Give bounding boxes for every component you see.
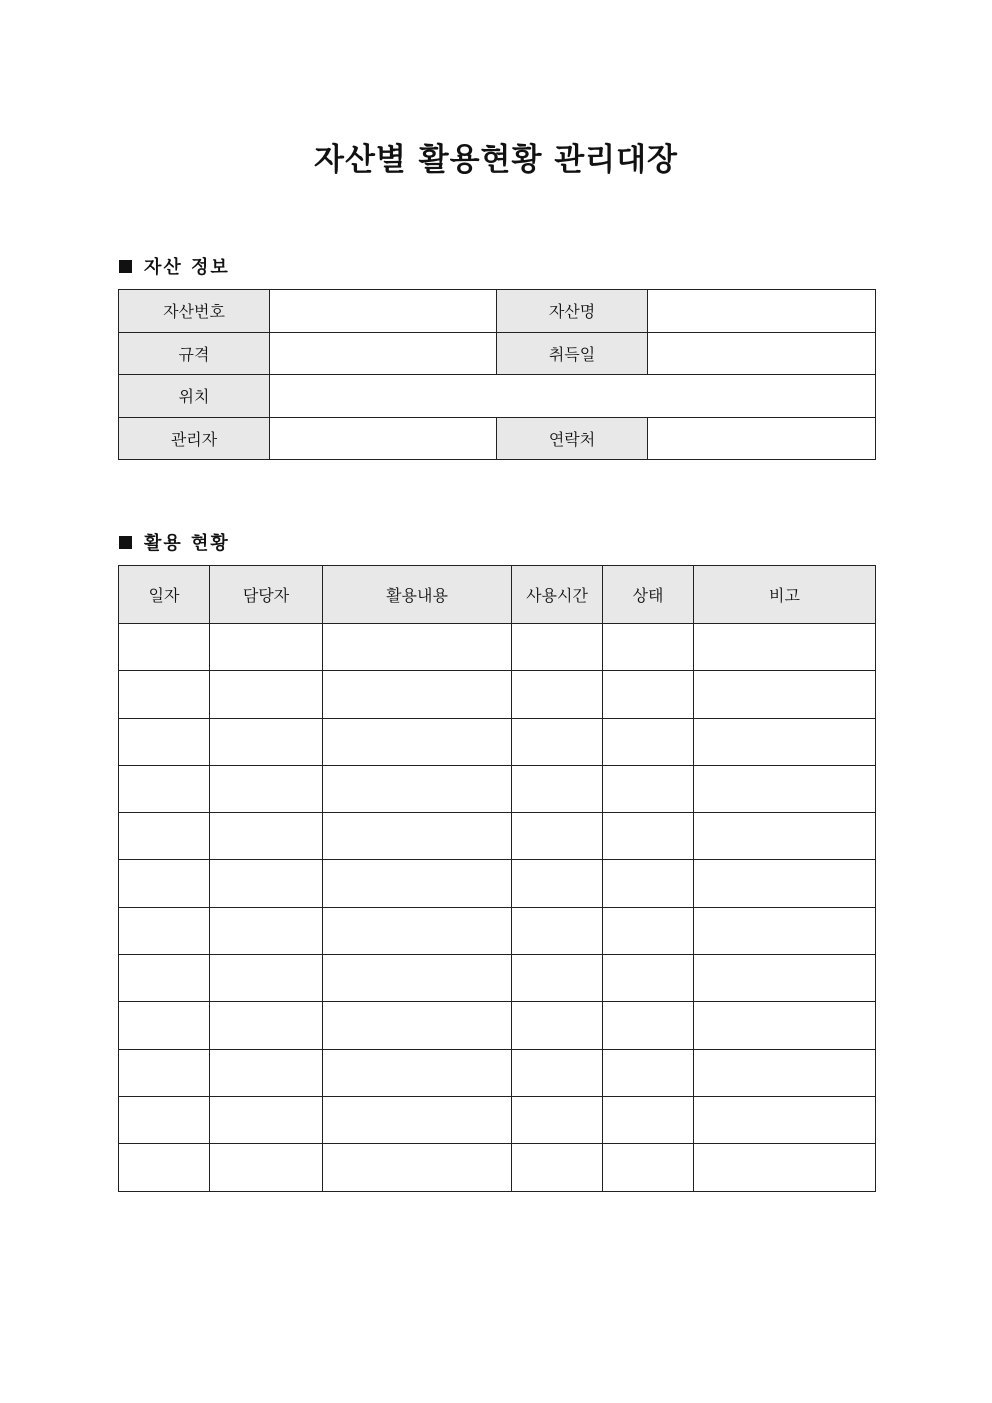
- cell-date[interactable]: [119, 1144, 210, 1191]
- table-row: [119, 624, 876, 671]
- asset-info-table: [118, 289, 876, 460]
- table-row: [119, 332, 876, 375]
- cell-usage-time[interactable]: [512, 765, 603, 812]
- cell-usage-details[interactable]: [323, 907, 512, 954]
- cell-status[interactable]: [603, 1144, 694, 1191]
- cell-remarks[interactable]: [694, 1144, 876, 1191]
- cell-usage-time[interactable]: [512, 1002, 603, 1049]
- cell-date[interactable]: [119, 671, 210, 718]
- cell-date[interactable]: [119, 765, 210, 812]
- value-asset-name[interactable]: [648, 290, 876, 333]
- cell-usage-details[interactable]: [323, 1144, 512, 1191]
- cell-usage-details[interactable]: [323, 955, 512, 1002]
- cell-status[interactable]: [603, 907, 694, 954]
- section-heading-label: 활용 현황: [144, 533, 230, 554]
- usage-table: [118, 565, 876, 1192]
- cell-remarks[interactable]: [694, 907, 876, 954]
- cell-remarks[interactable]: [694, 765, 876, 812]
- cell-person-in-charge[interactable]: [210, 860, 323, 907]
- cell-usage-time[interactable]: [512, 860, 603, 907]
- cell-person-in-charge[interactable]: [210, 955, 323, 1002]
- cell-usage-details[interactable]: [323, 1096, 512, 1143]
- table-row: [119, 290, 876, 333]
- cell-remarks[interactable]: [694, 955, 876, 1002]
- cell-remarks[interactable]: [694, 718, 876, 765]
- cell-date[interactable]: [119, 955, 210, 1002]
- cell-remarks[interactable]: [694, 1096, 876, 1143]
- cell-person-in-charge[interactable]: [210, 671, 323, 718]
- cell-usage-details[interactable]: [323, 765, 512, 812]
- cell-usage-details[interactable]: [323, 671, 512, 718]
- table-row: [119, 417, 876, 460]
- cell-usage-details[interactable]: [323, 718, 512, 765]
- cell-usage-time[interactable]: [512, 955, 603, 1002]
- cell-status[interactable]: [603, 955, 694, 1002]
- section-heading-asset-info: [119, 253, 230, 279]
- label-manager: 관리자: [119, 417, 270, 460]
- column-header-usage-details: 활용내용: [323, 566, 512, 624]
- table-row: [119, 1144, 876, 1191]
- page-title: 자산별 활용현황 관리대장: [314, 142, 678, 178]
- table-row: [119, 375, 876, 418]
- table-row: [119, 718, 876, 765]
- cell-person-in-charge[interactable]: [210, 1002, 323, 1049]
- cell-remarks[interactable]: [694, 813, 876, 860]
- cell-date[interactable]: [119, 1096, 210, 1143]
- cell-status[interactable]: [603, 1096, 694, 1143]
- section-heading-label: 자산 정보: [144, 257, 230, 278]
- cell-date[interactable]: [119, 1049, 210, 1096]
- label-asset-number: 자산번호: [119, 290, 270, 333]
- value-acquisition-date[interactable]: [648, 332, 876, 375]
- cell-usage-time[interactable]: [512, 1096, 603, 1143]
- column-header-status: 상태: [603, 566, 694, 624]
- usage-table-body: [119, 624, 876, 1192]
- black-square-icon: [119, 536, 132, 549]
- cell-person-in-charge[interactable]: [210, 718, 323, 765]
- value-contact[interactable]: [648, 417, 876, 460]
- table-row: [119, 765, 876, 812]
- cell-status[interactable]: [603, 860, 694, 907]
- label-asset-name: 자산명: [497, 290, 648, 333]
- cell-person-in-charge[interactable]: [210, 1049, 323, 1096]
- cell-status[interactable]: [603, 718, 694, 765]
- cell-person-in-charge[interactable]: [210, 1096, 323, 1143]
- label-spec: 규격: [119, 332, 270, 375]
- cell-status[interactable]: [603, 813, 694, 860]
- cell-usage-time[interactable]: [512, 671, 603, 718]
- cell-remarks[interactable]: [694, 671, 876, 718]
- cell-usage-time[interactable]: [512, 907, 603, 954]
- cell-date[interactable]: [119, 860, 210, 907]
- label-acquisition-date: 취득일: [497, 332, 648, 375]
- cell-usage-details[interactable]: [323, 624, 512, 671]
- column-header-usage-time: 사용시간: [512, 566, 603, 624]
- cell-remarks[interactable]: [694, 624, 876, 671]
- cell-usage-time[interactable]: [512, 718, 603, 765]
- table-row: [119, 1096, 876, 1143]
- cell-remarks[interactable]: [694, 1002, 876, 1049]
- column-header-date: 일자: [119, 566, 210, 624]
- value-location[interactable]: [270, 375, 876, 418]
- cell-date[interactable]: [119, 813, 210, 860]
- cell-usage-details[interactable]: [323, 860, 512, 907]
- cell-person-in-charge[interactable]: [210, 765, 323, 812]
- cell-usage-time[interactable]: [512, 1049, 603, 1096]
- cell-date[interactable]: [119, 907, 210, 954]
- cell-status[interactable]: [603, 1049, 694, 1096]
- cell-person-in-charge[interactable]: [210, 813, 323, 860]
- cell-status[interactable]: [603, 624, 694, 671]
- cell-status[interactable]: [603, 671, 694, 718]
- table-row: [119, 813, 876, 860]
- value-manager[interactable]: [270, 417, 497, 460]
- label-location: 위치: [119, 375, 270, 418]
- cell-usage-time[interactable]: [512, 1144, 603, 1191]
- cell-person-in-charge[interactable]: [210, 1144, 323, 1191]
- black-square-icon: [119, 260, 132, 273]
- table-row: [119, 907, 876, 954]
- table-row: [119, 671, 876, 718]
- table-header-row: [119, 566, 876, 624]
- column-header-remarks: 비고: [694, 566, 876, 624]
- cell-usage-details[interactable]: [323, 1002, 512, 1049]
- cell-person-in-charge[interactable]: [210, 907, 323, 954]
- table-row: [119, 1002, 876, 1049]
- cell-remarks[interactable]: [694, 860, 876, 907]
- value-asset-number[interactable]: [270, 290, 497, 333]
- value-spec[interactable]: [270, 332, 497, 375]
- cell-usage-details[interactable]: [323, 813, 512, 860]
- cell-date[interactable]: [119, 718, 210, 765]
- table-row: [119, 860, 876, 907]
- cell-status[interactable]: [603, 1002, 694, 1049]
- column-header-person-in-charge: 담당자: [210, 566, 323, 624]
- cell-remarks[interactable]: [694, 1049, 876, 1096]
- label-contact: 연락처: [497, 417, 648, 460]
- cell-date[interactable]: [119, 624, 210, 671]
- table-row: [119, 955, 876, 1002]
- cell-date[interactable]: [119, 1002, 210, 1049]
- section-heading-usage: [119, 529, 230, 555]
- cell-usage-time[interactable]: [512, 813, 603, 860]
- table-row: [119, 1049, 876, 1096]
- cell-status[interactable]: [603, 765, 694, 812]
- cell-usage-details[interactable]: [323, 1049, 512, 1096]
- cell-usage-time[interactable]: [512, 624, 603, 671]
- cell-person-in-charge[interactable]: [210, 624, 323, 671]
